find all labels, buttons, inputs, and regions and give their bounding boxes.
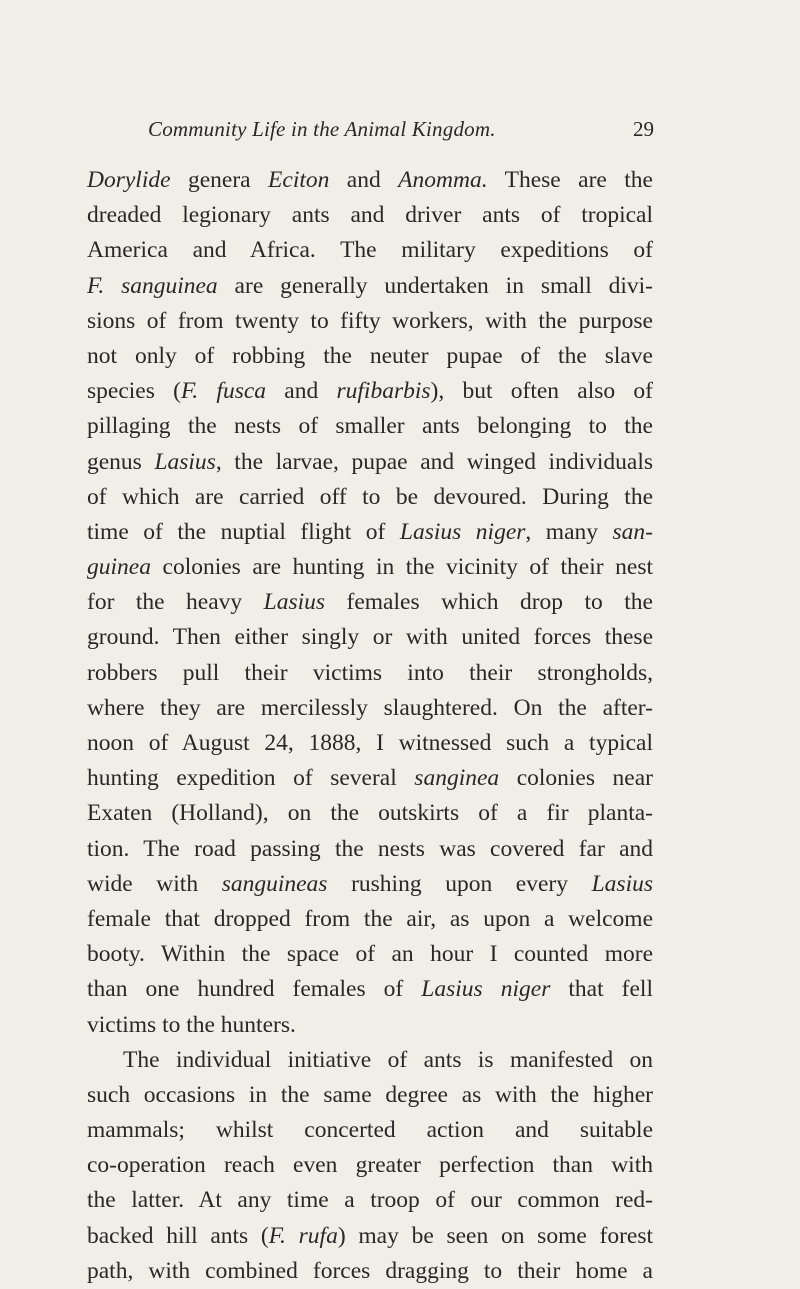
- italic-text-segment: Anomma.: [398, 167, 488, 193]
- italic-text-segment: san-: [612, 518, 653, 545]
- italic-text-segment: Dorylide: [87, 167, 171, 193]
- text-segment: tion. The road passing the nests was covered far and: [87, 835, 653, 862]
- text-line: [87, 691, 653, 726]
- text-segment: booty. Within the space of an hour I counted more: [87, 941, 653, 968]
- text-segment: ground. Then either singly or with united forces these: [87, 624, 653, 651]
- text-line: [87, 1043, 653, 1078]
- text-segment: Exaten (Holland), on the outskirts of a fir planta-: [87, 800, 653, 827]
- text-segment: that fell: [550, 976, 653, 1003]
- italic-text-segment: rufibarbis: [336, 378, 431, 405]
- italic-text-segment: sanguineas: [221, 870, 328, 897]
- text-line: [87, 867, 653, 902]
- text-line: [87, 1008, 653, 1043]
- text-line: [87, 233, 653, 268]
- text-segment: robbers pull their victims into their strongholds,: [87, 659, 653, 686]
- text-segment: ) may be seen on some forest: [337, 1222, 654, 1249]
- body-text: [87, 163, 653, 1289]
- text-line: [87, 656, 653, 691]
- text-segment: victims to the hunters.: [87, 1011, 296, 1038]
- text-segment: path, with combined forces dragging to their home a: [87, 1257, 653, 1284]
- text-line: [87, 1148, 653, 1183]
- text-line: [87, 304, 653, 339]
- text-segment: pillaging the nests of smaller ants belonging to the: [87, 413, 653, 440]
- text-line: [87, 620, 653, 655]
- text-segment: than one hundred females of: [87, 976, 422, 1003]
- text-segment: for the heavy: [87, 589, 264, 616]
- text-line: [87, 480, 653, 515]
- text-line: [87, 726, 653, 761]
- text-segment: where they are mercilessly slaughtered. On the after-: [87, 694, 653, 721]
- text-segment: wide with: [87, 870, 222, 897]
- text-line: [87, 409, 653, 444]
- text-segment: females which drop to the: [325, 589, 653, 616]
- text-segment: species (: [87, 378, 181, 405]
- text-line: [87, 515, 653, 550]
- italic-text-segment: Lasius: [591, 870, 653, 897]
- italic-text-segment: Lasius: [263, 589, 326, 616]
- running-title: Community Life in the Animal Kingdom.: [148, 117, 496, 141]
- text-line: [87, 796, 653, 831]
- text-segment: time of the nuptial flight of: [87, 518, 400, 545]
- italic-text-segment: F. fusca: [180, 378, 267, 405]
- text-segment: America and Africa. The military expeditions of: [87, 237, 653, 264]
- text-line: [87, 585, 653, 620]
- text-segment: genera: [170, 167, 269, 193]
- text-segment: colonies are hunting in the vicinity of their nest: [150, 554, 653, 581]
- text-segment: sions of from twenty to fifty workers, with the purpose: [87, 307, 653, 334]
- italic-text-segment: Lasius niger: [399, 518, 526, 545]
- text-segment: and: [266, 378, 337, 405]
- text-segment: noon of August 24, 1888, I witnessed such a typical: [87, 730, 653, 756]
- text-line: [87, 1254, 653, 1289]
- text-segment: rushing upon every: [327, 870, 592, 897]
- italic-text-segment: F. rufa: [268, 1222, 338, 1249]
- text-segment: ), but often also of: [430, 378, 653, 405]
- text-segment: genus: [87, 448, 155, 475]
- italic-text-segment: guinea: [87, 554, 151, 581]
- text-line: [87, 198, 653, 233]
- text-line: [87, 1183, 653, 1218]
- text-segment: co-operation reach even greater perfection than with: [87, 1152, 653, 1179]
- italic-text-segment: F. sanguinea: [87, 272, 218, 299]
- text-segment: are generally undertaken in small divi-: [217, 272, 653, 299]
- text-segment: , many: [525, 518, 613, 545]
- text-line: [87, 550, 653, 585]
- text-line: [87, 937, 653, 972]
- text-line: [87, 972, 653, 1007]
- text-segment: colonies near: [499, 765, 653, 792]
- text-segment: The individual initiative of ants is manifested on: [123, 1046, 653, 1073]
- page-number: 29: [633, 117, 654, 141]
- text-line: [87, 1078, 653, 1113]
- text-line: [87, 374, 653, 409]
- text-line: [87, 761, 653, 796]
- text-segment: and: [329, 167, 399, 193]
- text-segment: not only of robbing the neuter pupae of the slave: [87, 342, 653, 369]
- italic-text-segment: sanginea: [414, 765, 500, 792]
- text-segment: of which are carried off to be devoured. During the: [87, 483, 653, 510]
- italic-text-segment: Eciton: [268, 167, 330, 193]
- text-line: [87, 269, 653, 304]
- text-line: [87, 1113, 653, 1148]
- text-segment: female that dropped from the air, as upon a welcome: [87, 905, 653, 932]
- italic-text-segment: Lasius niger: [421, 976, 551, 1003]
- page-header: [148, 112, 654, 146]
- text-segment: such occasions in the same degree as with the higher: [87, 1081, 653, 1108]
- text-line: [87, 445, 653, 480]
- text-line: [87, 163, 653, 198]
- text-line: [87, 902, 653, 937]
- text-segment: mammals; whilst concerted action and suitable: [87, 1117, 653, 1144]
- text-segment: the latter. At any time a troop of our common red-: [87, 1187, 653, 1214]
- text-segment: hunting expedition of several: [87, 765, 415, 792]
- text-line: [87, 1219, 653, 1254]
- text-segment: , the larvae, pupae and winged individuals: [215, 448, 653, 475]
- text-segment: These are the: [487, 167, 653, 193]
- text-segment: dreaded legionary ants and driver ants of tropical: [87, 202, 653, 229]
- text-line: [87, 832, 653, 867]
- text-segment: backed hill ants (: [87, 1222, 269, 1249]
- text-line: [87, 339, 653, 374]
- italic-text-segment: Lasius: [154, 448, 216, 475]
